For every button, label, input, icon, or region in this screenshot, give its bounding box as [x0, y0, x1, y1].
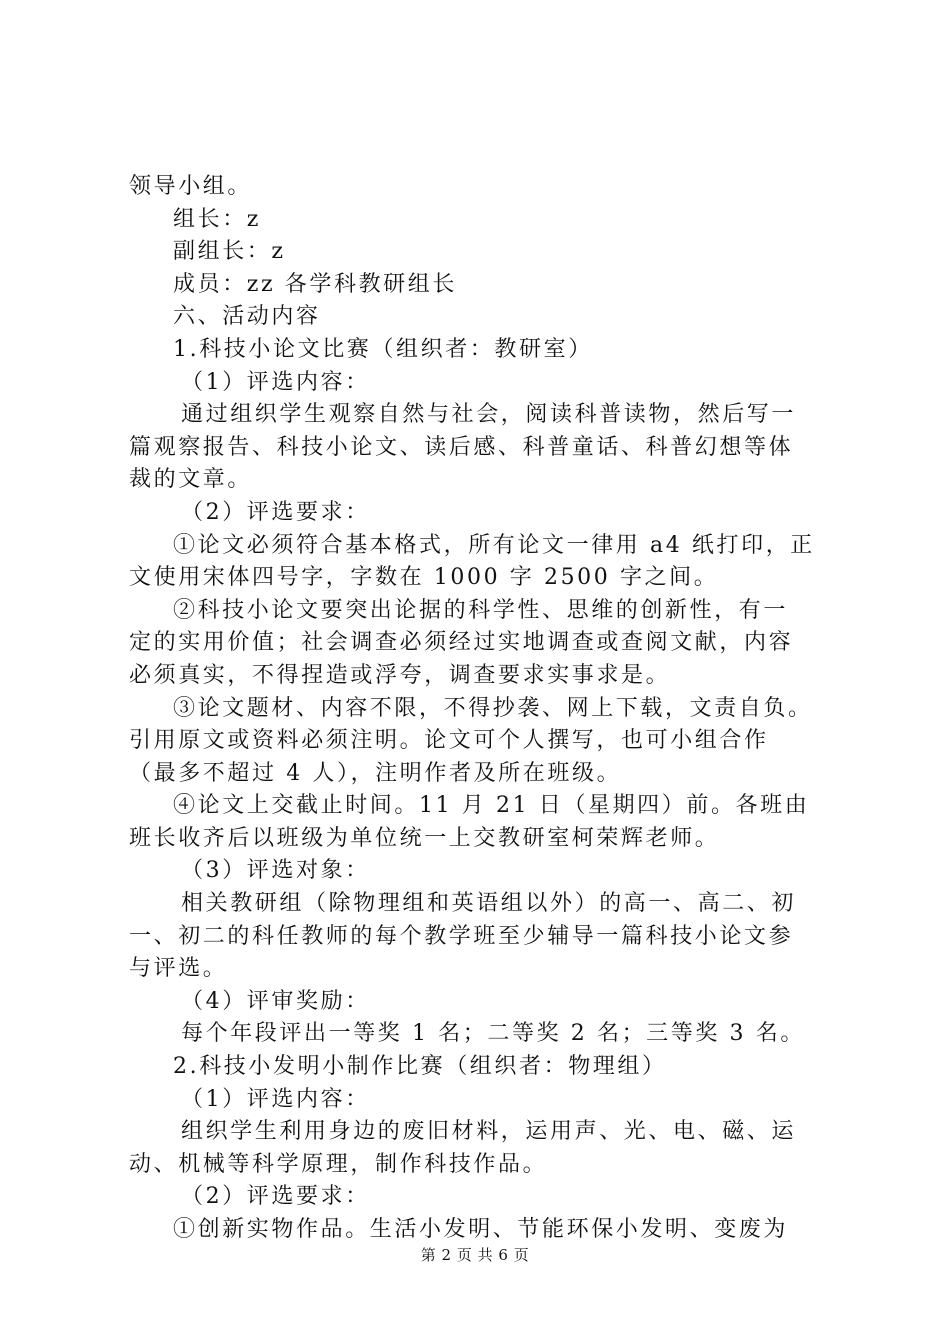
text-line: 一、初二的科任教师的每个教学班至少辅导一篇科技小论文参 [129, 923, 794, 949]
text-line: 组织学生利用身边的废旧材料，运用声、光、电、磁、运 [181, 1119, 797, 1145]
text-line: （1）评选内容： [181, 1086, 370, 1112]
text-line: （3）评选对象： [181, 858, 370, 884]
text-line: 1.科技小论文比赛（组织者：教研室） [173, 336, 593, 362]
text-line: 文使用宋体四号字，字数在 1000 字 2500 字之间。 [129, 565, 719, 591]
text-line: 每个年段评出一等奖 1 名；二等奖 2 名；三等奖 3 名。 [181, 1021, 805, 1047]
text-line: 成员：zz 各学科教研组长 [173, 271, 457, 297]
text-line: ④论文上交截止时间。11 月 21 日（星期四）前。各班由 [173, 793, 810, 819]
text-line: ①创新实物作品。生活小发明、节能环保小发明、变废为 [173, 1217, 789, 1242]
text-line: （2）评选要求： [181, 499, 370, 525]
text-line: 班长收齐后以班级为单位统一上交教研室柯荣辉老师。 [129, 825, 720, 851]
page-footer: 第 2 页 共 6 页 [420, 1246, 530, 1264]
text-line: 引用原文或资料必须注明。论文可个人撰写，也可小组合作 [129, 728, 769, 754]
text-line: （最多不超过 4 人），注明作者及所在班级。 [129, 760, 622, 786]
document-body [129, 171, 834, 1247]
text-line: 动、机械等科学原理，制作科技作品。 [129, 1151, 548, 1177]
text-line: 定的实用价值；社会调查必须经过实地调查或查阅文献，内容 [129, 630, 794, 656]
text-line: 2.科技小发明小制作比赛（组织者：物理组） [173, 1054, 667, 1080]
text-line: （4）评审奖励： [181, 988, 370, 1014]
text-line: ③论文题材、内容不限，不得抄袭、网上下载，文责自负。 [173, 695, 813, 721]
text-line: 必须真实，不得捏造或浮夸，调查要求实事求是。 [129, 662, 671, 688]
text-line: ②科技小论文要突出论据的科学性、思维的创新性，有一 [173, 597, 789, 623]
text-line: 裁的文章。 [129, 467, 253, 493]
text-line: 六、活动内容 [173, 304, 321, 330]
text-line: ①论文必须符合基本格式，所有论文一律用 a4 纸打印，正 [173, 532, 815, 558]
text-line: 组长：z [173, 206, 261, 232]
text-line: 通过组织学生观察自然与社会，阅读科普读物，然后写一 [181, 402, 797, 428]
text-line: 领导小组。 [129, 174, 253, 199]
text-line: 篇观察报告、科技小论文、读后感、科普童话、科普幻想等体 [129, 434, 794, 460]
text-line: （1）评选内容： [181, 369, 370, 395]
text-line: 相关教研组（除物理组和英语组以外）的高一、高二、初 [181, 891, 797, 917]
text-line: 副组长：z [173, 239, 286, 265]
text-line: （2）评选要求： [181, 1184, 370, 1210]
text-line: 与评选。 [129, 956, 228, 982]
